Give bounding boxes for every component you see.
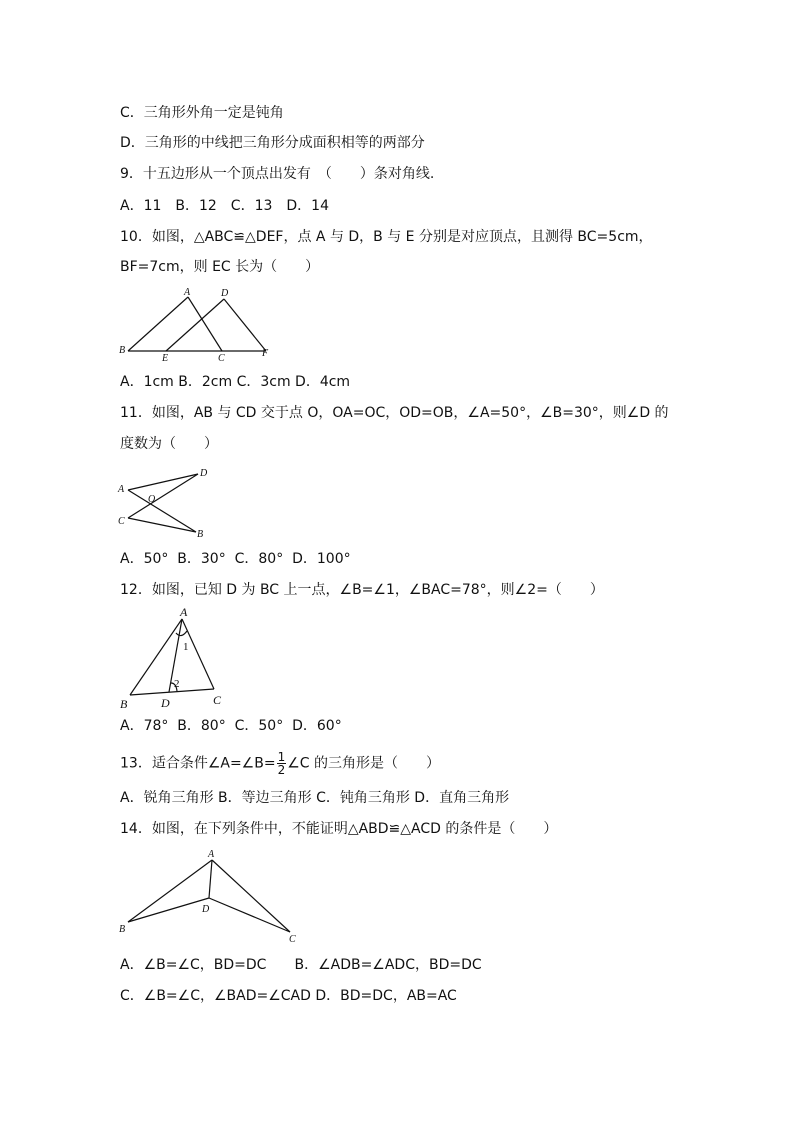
figure-q11 (116, 466, 216, 542)
q10-options: A．1cm B．2cm C．3cm D．4cm (120, 374, 351, 390)
fig14-label-d: D (202, 904, 210, 915)
fig11-line-ad (128, 474, 198, 490)
q12-text: 12．如图，已知 D 为 BC 上一点，∠B=∠1，∠BAC=78°，则∠2=（ ） (120, 582, 604, 598)
q11-text-2: 度数为（ ） (120, 436, 218, 452)
fig10-label-a: A (184, 287, 191, 298)
q9-text: 9．十五边形从一个顶点出发有 （ ）条对角线. (120, 166, 435, 182)
fig10-label-d: D (221, 288, 229, 299)
fig10-line-ba (128, 297, 188, 351)
fig12-label-a: A (180, 605, 188, 619)
q14-text: 14．如图，在下列条件中，不能证明△ABD≌△ACD 的条件是（ ） (120, 821, 558, 837)
q10-text-2: BF=7cm，则 EC 长为（ ） (120, 259, 320, 275)
fig14-line-ab (128, 860, 212, 922)
fig12-label-2: 2 (174, 678, 180, 690)
fig10-label-b: B (119, 345, 126, 356)
fig12-label-d: D (161, 696, 170, 710)
fig10-line-df (224, 299, 266, 351)
q13-fraction-denominator: 2 (277, 763, 286, 777)
fig11-label-b: B (197, 529, 204, 540)
q11-options: A．50° B．30° C．80° D．100° (120, 551, 351, 567)
fig14-label-a: A (208, 849, 215, 860)
fig12-angle-1-arc (176, 631, 187, 636)
fig12-line-bc (130, 689, 214, 695)
fig11-label-o: O (148, 494, 156, 505)
fig14-line-bd (128, 898, 209, 922)
q13-text (120, 751, 440, 776)
q10-text-1: 10．如图，△ABC≌△DEF，点 A 与 D，B 与 E 分别是对应顶点，且测得 BC=5cm， (120, 229, 653, 245)
q12-options: A．78° B．80° C．50° D．60° (120, 718, 342, 734)
q13-options: A．锐角三角形 B．等边三角形 C．钝角三角形 D．直角三角形 (120, 790, 510, 806)
fig14-label-b: B (119, 924, 126, 935)
q9-options: A．11 B．12 C．13 D．14 (120, 198, 329, 214)
fig12-label-c: C (213, 693, 222, 707)
figure-q14 (116, 846, 306, 946)
fig14-line-ad (209, 860, 212, 898)
fig10-label-e: E (162, 353, 169, 363)
fig11-label-a: A (118, 484, 125, 495)
fig10-label-c: C (218, 353, 225, 363)
q13-text-post: ∠C 的三角形是（ ） (287, 755, 440, 772)
q11-text-1: 11．如图，AB 与 CD 交于点 O，OA=OC，OD=OB，∠A=50°，∠B=30°，则∠D 的 (120, 405, 669, 421)
q13-text-pre: 13．适合条件∠A=∠B= (120, 755, 276, 772)
q8-option-d: D．三角形的中线把三角形分成面积相等的两部分 (120, 135, 425, 151)
fig11-label-d: D (200, 468, 208, 479)
fig10-label-f: F (262, 348, 269, 359)
q13-fraction-numerator: 1 (277, 750, 286, 764)
fig12-label-b: B (120, 697, 128, 711)
q8-option-c: C．三角形外角一定是钝角 (120, 105, 284, 121)
fig14-line-ac (212, 860, 290, 932)
fig11-label-c: C (118, 516, 125, 527)
fig12-line-ac (182, 619, 214, 689)
fig10-line-ed (166, 299, 224, 351)
q13-fraction (277, 751, 287, 776)
figure-q10 (116, 283, 276, 363)
fig14-line-dc (209, 898, 290, 932)
fig12-label-1: 1 (183, 641, 189, 653)
fig14-label-c: C (289, 934, 296, 945)
q14-options-cd: C．∠B=∠C，∠BAD=∠CAD D．BD=DC，AB=AC (120, 988, 457, 1004)
q14-options-ab: A．∠B=∠C，BD=DC B．∠ADB=∠ADC，BD=DC (120, 957, 482, 973)
figure-q12 (116, 603, 226, 713)
